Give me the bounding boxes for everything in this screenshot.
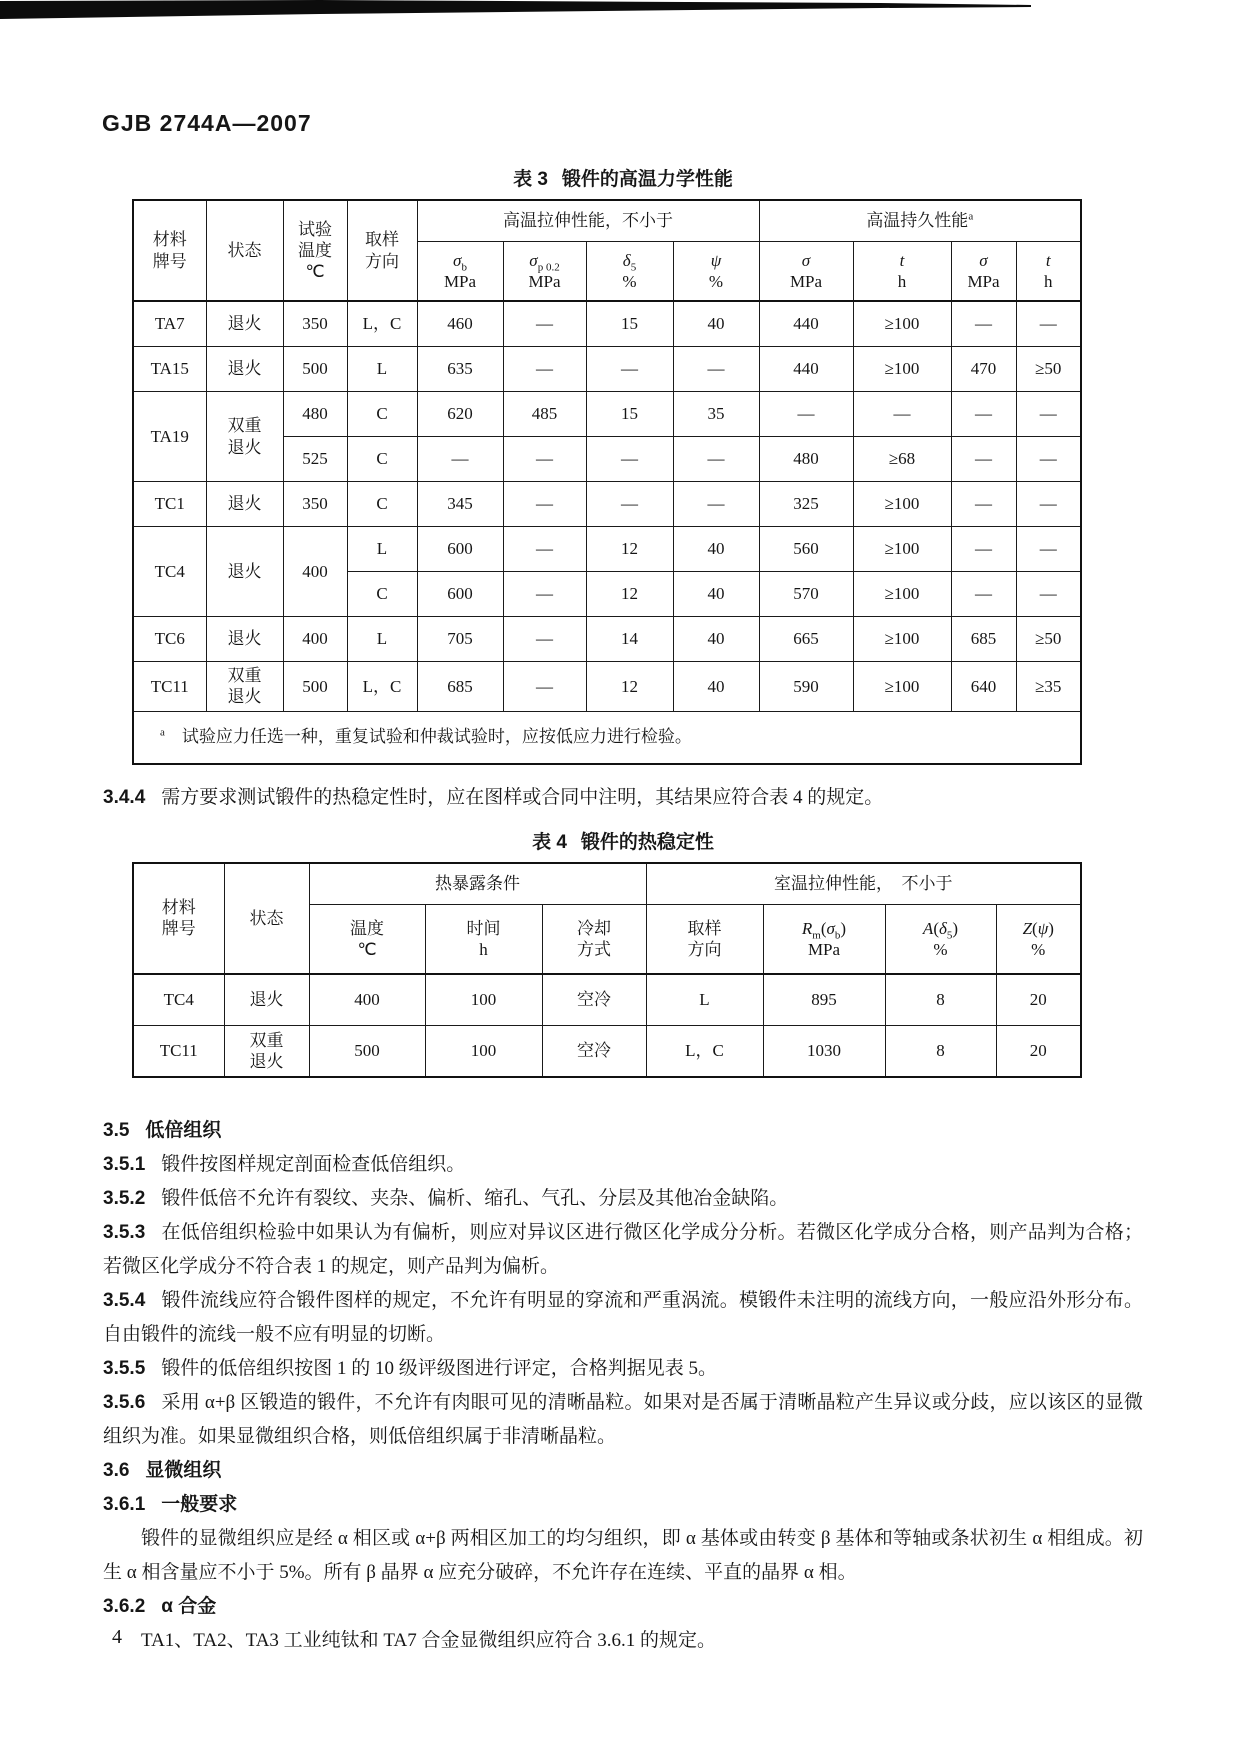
sampling-direction-header: 取样 方向 [347,200,417,301]
cell: 590 [759,662,853,712]
cell: — [1016,437,1081,482]
table3-caption-title: 锻件的高温力学性能 [561,169,733,190]
cell: C [347,392,417,437]
cell: ≥50 [1016,347,1081,392]
creep-sigma-header: σ MPa [759,242,853,302]
cell: — [503,527,586,572]
sampling-direction-header: 取样 方向 [646,904,763,974]
clause-number: 3.6.1 [103,1493,146,1515]
cell: — [951,572,1016,617]
creep-t2-header: t h [1016,242,1081,302]
table-row [133,974,1081,1026]
cell: TC4 [133,527,206,617]
clause-title: 低倍组织 [145,1119,222,1141]
cell: L [347,617,417,662]
cell: — [503,572,586,617]
cell: TC4 [133,974,224,1026]
cell: 345 [417,482,503,527]
temp-header: 温度 ℃ [309,904,425,974]
rm-header: $R_m(\sigma_b)$ MPa [763,904,885,974]
time-header: 时间 h [425,904,542,974]
cell: 退火 [206,527,283,617]
exposure-group-header: 热暴露条件 [309,863,646,905]
cell-text: 双重退火 [227,666,262,707]
table4-caption-label: 表 4 [532,831,567,853]
cell: 570 [759,572,853,617]
cell: 350 [283,482,347,527]
cell: — [1016,482,1081,527]
cell: 40 [673,527,759,572]
clause-text: 锻件按图样规定剖面检查低倍组织。 [161,1153,466,1175]
cell: 40 [673,301,759,347]
paragraph-3-5-2 [103,1182,1143,1216]
cell: — [673,347,759,392]
cell: — [673,437,759,482]
cell: 620 [417,392,503,437]
cell: 470 [951,347,1016,392]
cell: C [347,437,417,482]
cell: 325 [759,482,853,527]
condition-header: 状态 [224,863,309,974]
test-temp-header: 试验 温度 ℃ [283,200,347,301]
cell: — [1016,392,1081,437]
table-row [133,711,1081,764]
cell: 705 [417,617,503,662]
paragraph-3-6-2-body [103,1624,1143,1658]
table3-header [133,200,1081,301]
cell: — [503,662,586,712]
table4-caption [103,827,1143,854]
clause-number: 3.6.2 [103,1595,146,1617]
cell: — [1016,301,1081,347]
table4-header [133,863,1081,974]
thermal-stability-table [132,862,1082,1078]
cell: — [503,347,586,392]
sections [103,1114,1143,1658]
table-row [133,863,1081,905]
sigma-b-header: $\sigma_b$ MPa [417,242,503,302]
cell: 35 [673,392,759,437]
table-row [133,301,1081,347]
cell: — [503,617,586,662]
cell: TA7 [133,301,206,347]
cell: TA19 [133,392,206,482]
section-heading-3-6-1 [103,1488,1143,1522]
paragraph-3-6-1-body [103,1522,1143,1590]
clause-title: 一般要求 [161,1493,238,1515]
paragraph-3-4-4 [103,781,1143,815]
cell: 空冷 [542,1025,646,1077]
cell: ≥100 [853,572,951,617]
cell: — [417,437,503,482]
cell: ≥50 [1016,617,1081,662]
cell: 895 [763,974,885,1026]
cell: — [951,392,1016,437]
material-grade-header: 材料 牌号 [133,863,224,974]
section-heading-3-6 [103,1454,1143,1488]
cell: 685 [951,617,1016,662]
cell: — [503,482,586,527]
standard-code: GJB 2744A—2007 [102,110,312,136]
cell: 460 [417,301,503,347]
cell: 40 [673,662,759,712]
section-heading-3-5 [103,1114,1143,1148]
clause-title: 显微组织 [145,1459,222,1481]
cell: 480 [759,437,853,482]
cell: 525 [283,437,347,482]
cell: — [951,437,1016,482]
cooling-header: 冷却 方式 [542,904,646,974]
cell: 100 [425,974,542,1026]
paragraph-3-5-4 [103,1284,1143,1352]
cell: L，C [347,301,417,347]
cell [206,662,283,712]
cell: C [347,482,417,527]
cell: ≥100 [853,347,951,392]
cell: 退火 [206,482,283,527]
clause-number: 3.5.3 [103,1221,146,1243]
cell: 485 [503,392,586,437]
cell: — [586,482,673,527]
cell: 400 [283,527,347,617]
cell: — [759,392,853,437]
cell: TA15 [133,347,206,392]
clause-text: 锻件流线应符合锻件图样的规定，不允许有明显的穿流和严重涡流。模锻件未注明的流线方向，一般应沿外形分布。自由锻件的流线一般不应有明显的切断。 [103,1289,1143,1345]
table-row [133,617,1081,662]
clause-text: 在低倍组织检验中如果认为有偏析，则应对异议区进行微区化学成分分析。若微区化学成分合格，则产品判为合格；若微区化学成分不符合表 1 的规定，则产品判为偏析。 [103,1221,1143,1277]
cell: TC1 [133,482,206,527]
paragraph-3-5-1 [103,1148,1143,1182]
table-row [133,482,1081,527]
table3-caption-label: 表 3 [513,169,548,190]
clause-text: 需方要求测试锻件的热稳定性时，应在图样或合同中注明，其结果应符合表 4 的规定。 [161,786,884,808]
cell: 14 [586,617,673,662]
material-grade-header: 材料 牌号 [133,200,206,301]
cell: 1030 [763,1025,885,1077]
cell: 500 [309,1025,425,1077]
clause-text: 锻件的低倍组织按图 1 的 10 级评级图进行评定，合格判据见表 5。 [161,1357,718,1379]
cell: — [673,482,759,527]
delta5-header: $\delta_5$ % [586,242,673,302]
cell: 退火 [206,617,283,662]
psi-header: ψ % [673,242,759,302]
clause-number: 3.4.4 [103,786,146,808]
cell: L [646,974,763,1026]
cell: 8 [885,1025,996,1077]
cell: ≥100 [853,662,951,712]
cell: 退火 [206,347,283,392]
cell: 退火 [224,974,309,1026]
table-row [133,662,1081,712]
cell: ≥100 [853,482,951,527]
clause-text: 锻件的显微组织应是经 α 相区或 α+β 两相区加工的均匀组织，即 α 基体或由转变 β 基体和等轴或条状初生 α 相组成。初生 α 相含量应不小于 5%。所有 β 晶界 α 应充分破碎，不允许存在连续、平直的晶界 α 相。 [103,1527,1143,1583]
clause-text: 采用 α+β 区锻造的锻件，不允许有肉眼可见的清晰晶粒。如果对是否属于清晰晶粒产生异议或分歧，应以该区的显微组织为准。如果显微组织合格，则低倍组织属于非清晰晶粒。 [103,1391,1143,1447]
table-row [133,200,1081,242]
cell: — [503,437,586,482]
cell: 500 [283,347,347,392]
cell-text: 双重退火 [227,416,262,457]
page-number: 4 [112,1626,122,1648]
cell: 40 [673,617,759,662]
cell: — [586,347,673,392]
cell: 15 [586,301,673,347]
cell: ≥100 [853,301,951,347]
cell: — [1016,527,1081,572]
table-footnote: $^a$ 试验应力任选一种，重复试验和仲裁试验时，应按低应力进行检验。 [133,711,1081,764]
tensile-group-header: 高温拉伸性能，不小于 [417,200,759,242]
elongation-header: $A(\delta_5)$ % [885,904,996,974]
cell: TC11 [133,662,206,712]
table-row [133,347,1081,392]
paragraph-3-5-6 [103,1386,1143,1454]
clause-number: 3.5 [103,1119,130,1141]
room-temp-tensile-group-header: 室温拉伸性能， 不小于 [646,863,1081,905]
creep-sigma2-header: σ MPa [951,242,1016,302]
cell: 350 [283,301,347,347]
table-row [133,1025,1081,1077]
paragraph-3-5-3 [103,1216,1143,1284]
cell: 480 [283,392,347,437]
cell: ≥100 [853,617,951,662]
cell: 退火 [206,301,283,347]
cell: — [1016,572,1081,617]
cell: 15 [586,392,673,437]
clause-number: 3.5.6 [103,1391,146,1413]
sigma-p02-header: $\sigma_{p 0.2}$ MPa [503,242,586,302]
cell: 440 [759,347,853,392]
table4-body [133,974,1081,1077]
paragraph-3-5-5 [103,1352,1143,1386]
cell: ≥35 [1016,662,1081,712]
creep-group-header: 高温持久性能$^a$ [759,200,1081,242]
clause-number: 3.5.1 [103,1153,146,1175]
cell: 635 [417,347,503,392]
cell: 12 [586,662,673,712]
cell: 440 [759,301,853,347]
clause-number: 3.5.4 [103,1289,146,1311]
cell: 12 [586,572,673,617]
cell: C [347,572,417,617]
scan-artifact [0,0,1240,24]
table-row [133,392,1081,437]
cell: 560 [759,527,853,572]
cell: 20 [996,1025,1081,1077]
cell: 400 [309,974,425,1026]
section-heading-3-6-2 [103,1590,1143,1624]
cell: — [951,301,1016,347]
cell: 12 [586,527,673,572]
cell: 600 [417,572,503,617]
clause-text: TA1、TA2、TA3 工业纯钛和 TA7 合金显微组织应符合 3.6.1 的规定。 [141,1629,716,1651]
cell: 20 [996,974,1081,1026]
cell: 40 [673,572,759,617]
cell [224,1025,309,1077]
cell: — [951,482,1016,527]
creep-t-header: t h [853,242,951,302]
clause-number: 3.5.5 [103,1357,146,1379]
high-temp-properties-table [132,199,1082,765]
clause-title: α 合金 [161,1595,217,1617]
clause-text: 锻件低倍不允许有裂纹、夹杂、偏析、缩孔、气孔、分层及其他冶金缺陷。 [161,1187,789,1209]
cell: — [586,437,673,482]
cell: 665 [759,617,853,662]
clause-number: 3.6 [103,1459,130,1481]
cell: L [347,527,417,572]
cell: — [853,392,951,437]
condition-header: 状态 [206,200,283,301]
cell: 685 [417,662,503,712]
cell: 600 [417,527,503,572]
cell: TC6 [133,617,206,662]
cell: L [347,347,417,392]
cell [206,392,283,482]
clause-number: 3.5.2 [103,1187,146,1209]
cell: — [951,527,1016,572]
cell: ≥100 [853,527,951,572]
table3-footer [133,711,1081,764]
cell-text: 双重退火 [249,1030,284,1071]
cell: ≥68 [853,437,951,482]
table3-body [133,301,1081,711]
cell: L，C [347,662,417,712]
cell: 100 [425,1025,542,1077]
table3-caption [103,164,1143,191]
page-content [103,164,1143,1658]
table-row [133,527,1081,572]
cell: 640 [951,662,1016,712]
cell: L，C [646,1025,763,1077]
cell: TC11 [133,1025,224,1077]
cell: — [503,301,586,347]
cell: 空冷 [542,974,646,1026]
table4-caption-title: 锻件的热稳定性 [580,831,714,853]
reduction-header: Z(ψ) % [996,904,1081,974]
cell: 500 [283,662,347,712]
cell: 400 [283,617,347,662]
cell: 8 [885,974,996,1026]
